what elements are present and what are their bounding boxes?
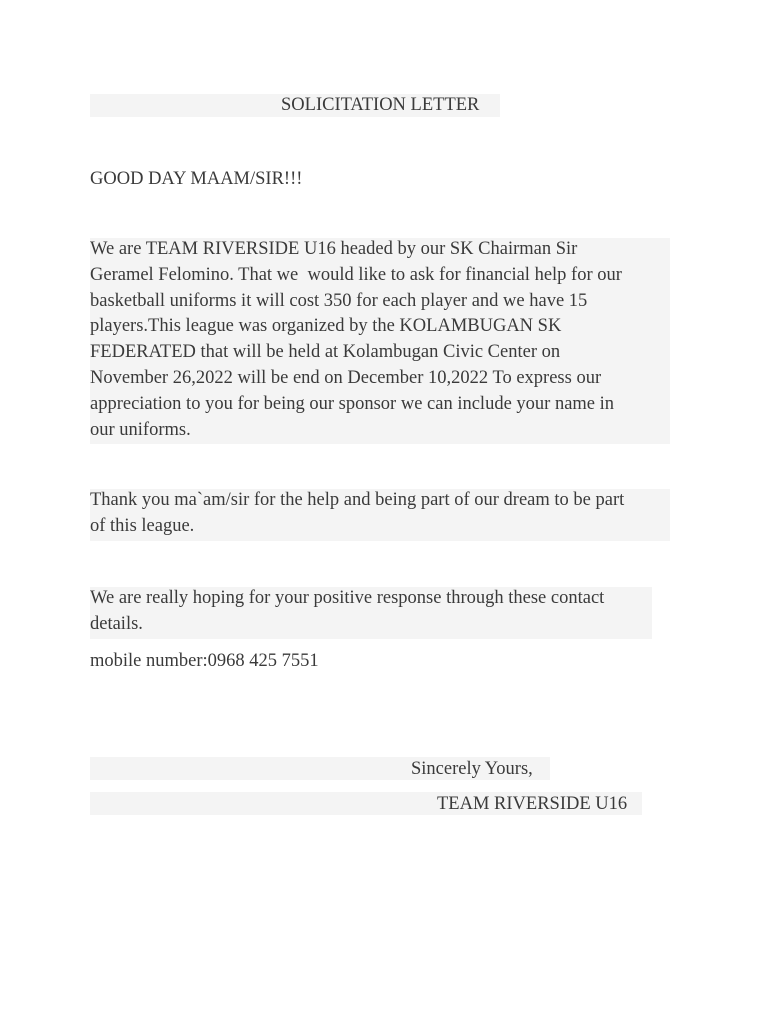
hope-paragraph [90, 586, 680, 638]
body-line: We are TEAM RIVERSIDE U16 headed by our SK Chairman Sir [90, 239, 578, 259]
thanks-line: of this league. [90, 515, 195, 536]
hope-line: details. [90, 613, 143, 634]
thanks-paragraph [90, 488, 680, 540]
mobile-number: mobile number:0968 425 7551 [90, 651, 319, 671]
signature: TEAM RIVERSIDE U16 [437, 794, 628, 814]
greeting: GOOD DAY MAAM/SIR!!! [90, 169, 303, 189]
body-line: basketball uniforms it will cost 350 for each player and we have 15 [90, 290, 588, 311]
body-paragraph [90, 237, 680, 443]
closing: Sincerely Yours, [411, 759, 533, 779]
body-line: our uniforms. [90, 419, 191, 440]
body-line: Geramel Felomino. That we would like to ask for financial help for our [90, 264, 622, 285]
letter-title: SOLICITATION LETTER [281, 95, 480, 115]
body-line: FEDERATED that will be held at Kolambugan Civic Center on [90, 342, 561, 363]
body-line: players.This league was organized by the KOLAMBUGAN SK [90, 316, 562, 337]
body-line: November 26,2022 will be end on December 10,2022 To express our [90, 367, 602, 388]
thanks-line: Thank you ma`am/sir for the help and being part of our dream to be part [90, 490, 625, 510]
hope-line: We are really hoping for your positive response through these contact [90, 588, 605, 608]
body-line: appreciation to you for being our sponsor we can include your name in [90, 393, 615, 414]
